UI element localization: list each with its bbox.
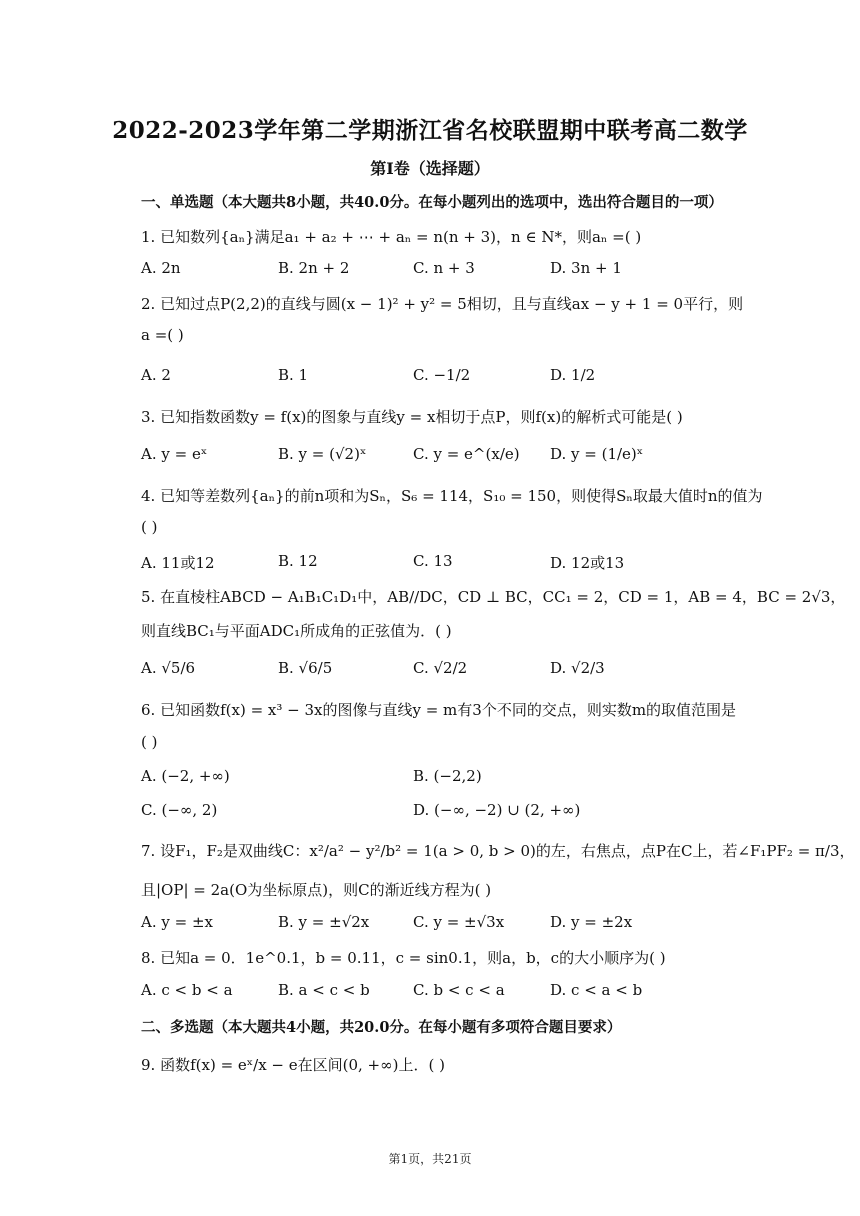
- question-3: 3. 已知指数函数y = f(x)的图象与直线y = x相切于点P，则f(x)的解析式可能是( ): [141, 408, 683, 426]
- option-8b: B. a < c < b: [278, 981, 370, 999]
- option-2b: B. 1: [278, 366, 309, 384]
- option-1d: D. 3n + 1: [550, 259, 622, 277]
- section-heading-single-choice: 一、单选题（本大题共8小题，共40.0分。在每小题列出的选项中，选出符合题目的一项）: [141, 194, 723, 211]
- question-6: 6. 已知函数f(x) = x³ − 3x的图像与直线y = m有3个不同的交点，则实数m的取值范围是: [141, 701, 737, 719]
- option-3c: C. y = e^(x/e): [413, 445, 520, 463]
- option-4c: C. 13: [413, 552, 453, 570]
- option-4b: B. 12: [278, 552, 318, 570]
- option-5a: A. √5/6: [141, 659, 196, 677]
- page-footer: 第1页，共21页: [388, 1152, 472, 1166]
- option-6d: D. (−∞, −2) ∪ (2, +∞): [413, 801, 581, 819]
- option-7d: D. y = ±2x: [550, 913, 633, 931]
- option-3d: D. y = (1/e)ˣ: [550, 445, 644, 463]
- option-2a: A. 2: [141, 366, 171, 384]
- option-5c: C. √2/2: [413, 659, 468, 677]
- question-7: 7. 设F₁，F₂是双曲线C：x²/a² − y²/b² = 1(a > 0, b > 0)的左，右焦点，点P在C上，若∠F₁PF₂ = π/3，: [141, 842, 855, 860]
- page-title: 2022-2023学年第二学期浙江省名校联盟期中联考高二数学: [112, 117, 748, 144]
- option-8a: A. c < b < a: [141, 981, 233, 999]
- question-5: 5. 在直棱柱ABCD − A₁B₁C₁D₁中，AB//DC，CD ⊥ BC，CC₁ = 2，CD = 1，AB = 4，BC = 2√3，: [141, 588, 846, 606]
- option-8c: C. b < c < a: [413, 981, 505, 999]
- option-2c: C. −1/2: [413, 366, 471, 384]
- option-6b: B. (−2,2): [413, 767, 482, 785]
- question-9: 9. 函数f(x) = eˣ/x − e在区间(0, +∞)上．( ): [141, 1056, 445, 1074]
- option-7a: A. y = ±x: [141, 913, 213, 931]
- option-7c: C. y = ±√3x: [413, 913, 505, 931]
- question-7-line2: 且|OP| = 2a(O为坐标原点)，则C的渐近线方程为( ): [141, 881, 492, 899]
- option-5b: B. √6/5: [278, 659, 333, 677]
- option-1b: B. 2n + 2: [278, 259, 350, 277]
- section-subtitle: 第I卷（选择题）: [370, 159, 490, 178]
- option-6a: A. (−2, +∞): [141, 767, 230, 785]
- question-8: 8. 已知a = 0．1e^0.1，b = 0.11，c = sin0.1，则a，b，c的大小顺序为( ): [141, 949, 666, 967]
- question-4-line2: ( ): [141, 518, 158, 536]
- option-3a: A. y = eˣ: [141, 445, 208, 463]
- question-5-line2: 则直线BC₁与平面ADC₁所成角的正弦值为．( ): [141, 622, 452, 640]
- option-3b: B. y = (√2)ˣ: [278, 445, 367, 463]
- option-1a: A. 2n: [141, 259, 181, 277]
- option-2d: D. 1/2: [550, 366, 596, 384]
- question-6-line2: ( ): [141, 733, 158, 751]
- option-4a: A. 11或12: [141, 554, 215, 572]
- section-heading-multiple-choice: 二、多选题（本大题共4小题，共20.0分。在每小题有多项符合题目要求）: [141, 1019, 622, 1036]
- question-2: 2. 已知过点P(2,2)的直线与圆(x − 1)² + y² = 5相切，且与直线ax − y + 1 = 0平行，则: [141, 295, 744, 313]
- question-1: 1. 已知数列{aₙ}满足a₁ + a₂ + ⋯ + aₙ = n(n + 3)，n ∈ N*，则aₙ =( ): [141, 228, 642, 246]
- question-4: 4. 已知等差数列{aₙ}的前n项和为Sₙ，S₆ = 114，S₁₀ = 150，则使得Sₙ取最大值时n的值为: [141, 487, 763, 505]
- option-1c: C. n + 3: [413, 259, 475, 277]
- option-4d: D. 12或13: [550, 554, 625, 572]
- question-2-line2: a =( ): [141, 326, 184, 344]
- option-8d: D. c < a < b: [550, 981, 643, 999]
- option-6c: C. (−∞, 2): [141, 801, 218, 819]
- option-5d: D. √2/3: [550, 659, 605, 677]
- option-7b: B. y = ±√2x: [278, 913, 370, 931]
